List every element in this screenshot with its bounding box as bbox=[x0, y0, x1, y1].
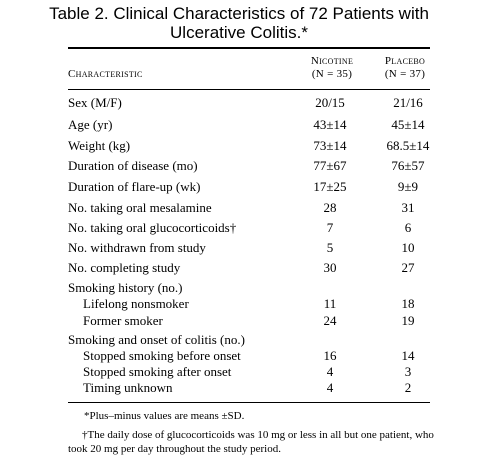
row-placebo-value: 9±9 bbox=[397, 179, 419, 194]
row-placebo-value: 18 bbox=[401, 296, 415, 311]
row-label: No. taking oral mesalamine bbox=[68, 200, 212, 215]
table-row bbox=[68, 239, 448, 257]
row-label: Sex (M/F) bbox=[68, 95, 122, 110]
row-nicotine-value: 5 bbox=[326, 240, 334, 255]
row-label: Smoking history (no.) bbox=[68, 280, 183, 295]
row-nicotine-value: 20/15 bbox=[315, 95, 345, 110]
row-placebo-value: 21/16 bbox=[393, 95, 423, 110]
header-characteristic bbox=[68, 68, 143, 81]
row-placebo-value: 45±14 bbox=[391, 117, 425, 132]
row-nicotine-value: 24 bbox=[323, 313, 337, 328]
row-nicotine-value: 4 bbox=[326, 380, 334, 395]
table-row bbox=[68, 94, 448, 112]
table-row bbox=[68, 137, 448, 155]
row-nicotine-value: 30 bbox=[323, 260, 337, 275]
table-row bbox=[68, 259, 448, 277]
table-row bbox=[68, 199, 448, 217]
row-placebo-value: 2 bbox=[404, 380, 412, 395]
row-label: Timing unknown bbox=[83, 380, 173, 395]
header-placebo-n: (N = 37) bbox=[384, 68, 426, 80]
row-placebo-value: 68.5±14 bbox=[386, 138, 430, 153]
row-label: No. taking oral glucocorticoids† bbox=[68, 220, 237, 235]
row-label: Weight (kg) bbox=[68, 138, 131, 153]
table-row bbox=[68, 219, 448, 237]
row-nicotine-value: 11 bbox=[323, 296, 337, 311]
footnote-star: *Plus–minus values are means ±SD. bbox=[84, 410, 245, 422]
header-placebo bbox=[365, 55, 445, 81]
table-row bbox=[68, 157, 448, 175]
row-placebo-value: 10 bbox=[401, 240, 415, 255]
table-row bbox=[68, 178, 448, 196]
row-label: No. withdrawn from study bbox=[68, 240, 206, 255]
table-row bbox=[68, 295, 448, 313]
row-label: Stopped smoking after onset bbox=[83, 364, 232, 379]
row-label: Former smoker bbox=[83, 313, 163, 328]
footnote-dagger: †The daily dose of glucocorticoids was 10 mg or less in all but one patient, who took 20 mg per day throughout the study period. bbox=[68, 429, 434, 455]
row-nicotine-value: 77±67 bbox=[313, 158, 347, 173]
row-label: Duration of flare-up (wk) bbox=[68, 179, 201, 194]
header-characteristic-label: Characteristic bbox=[68, 68, 143, 80]
row-label: Stopped smoking before onset bbox=[83, 348, 241, 363]
row-placebo-value: 76±57 bbox=[391, 158, 425, 173]
row-label: Duration of disease (mo) bbox=[68, 158, 198, 173]
row-nicotine-value: 4 bbox=[326, 364, 334, 379]
table-title-line-2: Ulcerative Colitis.* bbox=[170, 23, 308, 42]
row-placebo-value: 31 bbox=[401, 200, 415, 215]
row-nicotine-value: 43±14 bbox=[313, 117, 347, 132]
header-rule bbox=[68, 89, 430, 90]
table-row bbox=[68, 116, 448, 134]
row-label: Lifelong nonsmoker bbox=[83, 296, 189, 311]
row-placebo-value: 6 bbox=[404, 220, 412, 235]
row-label: Age (yr) bbox=[68, 117, 113, 132]
header-nicotine-n: (N = 35) bbox=[311, 68, 353, 80]
row-placebo-value: 27 bbox=[401, 260, 415, 275]
row-nicotine-value: 28 bbox=[323, 200, 337, 215]
row-nicotine-value: 16 bbox=[323, 348, 337, 363]
header-nicotine bbox=[292, 55, 372, 81]
bottom-rule bbox=[68, 402, 430, 403]
table-title-line-1: Table 2. Clinical Characteristics of 72 Patients with bbox=[49, 4, 429, 23]
header-nicotine-label: Nicotine bbox=[310, 55, 354, 67]
row-nicotine-value: 73±14 bbox=[313, 138, 347, 153]
row-nicotine-value: 7 bbox=[326, 220, 334, 235]
top-rule bbox=[68, 47, 430, 49]
row-nicotine-value: 17±25 bbox=[313, 179, 347, 194]
header-placebo-label: Placebo bbox=[384, 55, 426, 67]
table-row bbox=[68, 312, 448, 330]
row-placebo-value: 14 bbox=[401, 348, 415, 363]
row-label: Smoking and onset of colitis (no.) bbox=[68, 332, 245, 347]
table-row bbox=[68, 379, 448, 397]
row-placebo-value: 3 bbox=[404, 364, 412, 379]
row-label: No. completing study bbox=[68, 260, 181, 275]
row-placebo-value: 19 bbox=[401, 313, 415, 328]
